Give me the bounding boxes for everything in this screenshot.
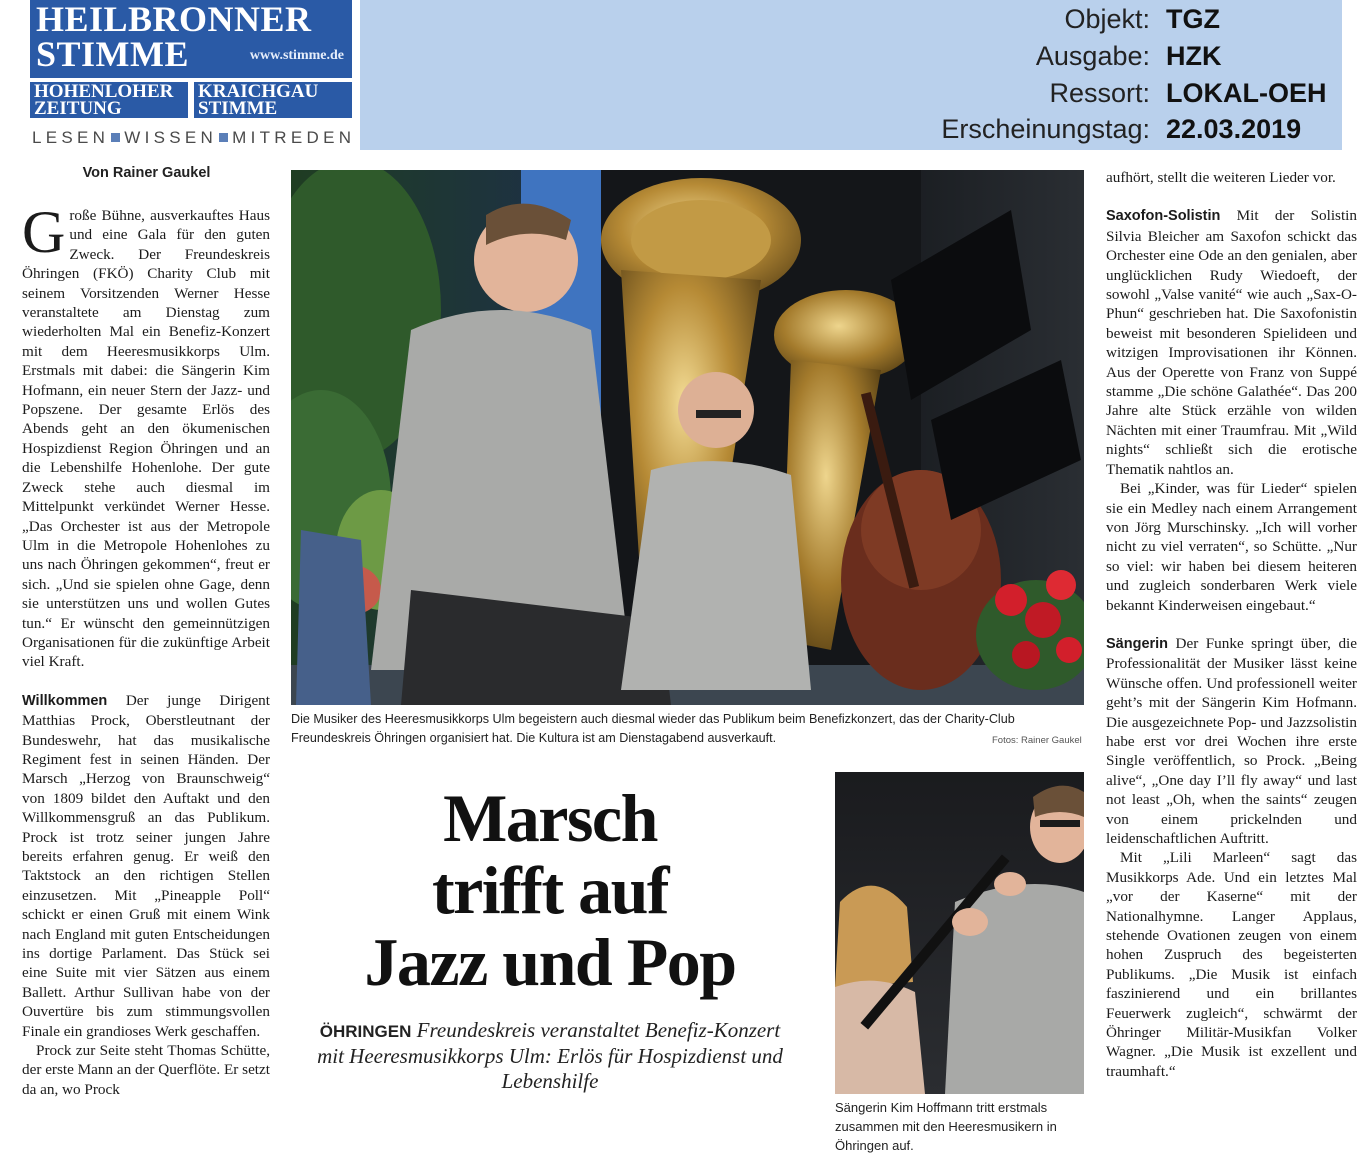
paragraph-text: Bei „Kinder, was für Lieder“ spielen sie ein Medley nach einem Arrangement von Jörg Murschinsky. „Ich will vorher nicht zu viel verraten“, so Schütte. „Nur so viel: wir haben bei diesem heiteren und zugleich sonderbaren Werk viele bekannt Kinderweisen eingebaut.“ — [1106, 480, 1357, 614]
masthead-sub-kraichgau — [194, 82, 352, 118]
meta-value: LOKAL-OEH — [1166, 78, 1327, 108]
photo-singer — [835, 772, 1084, 1094]
meta-row-ressort — [360, 75, 1342, 111]
paragraph-willkommen — [22, 691, 270, 1041]
paragraph-text: Mit „Lili Marleen“ sagt das Musikkorps Ade. Und ein letztes Mal „vor der Kaserne“ mit der Nationalhymne. Langer Applaus, stehende Ovationen zeugen von einem hohen Zuspruch des begeisterten Publikums. „Die Musik ist einfach faszinierend und ein brillantes Feuerwerk zugleich“, schwärmt der Öhringer Militär-Musikfan Volker Wagner. „Die Musik ist exzellent und traumhaft.“ — [1106, 849, 1357, 1080]
masthead-sub2-line1: KRAICHGAU — [198, 81, 319, 102]
photo-small-caption: Sängerin Kim Hoffmann tritt erstmals zusammen mit den Heeresmusikern in Öhringen auf. — [835, 1100, 1057, 1153]
byline: Von Rainer Gaukel — [82, 165, 211, 181]
photo-orchestra — [291, 170, 1084, 705]
paragraph-text: Der junge Dirigent Matthias Prock, Oberstleutnant der Bundeswehr, hat das musikalische Regiment fest in seinen Händen. Der Marsch „Herzog von Braunschweig“ von 1809 bildet den Auftakt und den Willkommensgruß an das Publikum. Prock ist trotz seiner jungen Jahre bereits erfahren genug. Er weiß den Taktstock an den richtigen Stellen einzusetzen. Mit „Pineapple Poll“ schickt er einen Gruß mit einem Wink nach England mit guten Entscheidungen ins dortige Parlament. Das Stück sei eine Suite mit vier Sätzen aus einem Ballett. Arthur Sullivan habe von der Ouvertüre bis zum stimmungsvollen Finale ein grandioses Werk geschaffen. — [22, 691, 270, 1040]
masthead-sub1-line1: HOHENLOHER — [34, 81, 174, 102]
meta-label: Objekt: — [1064, 4, 1150, 34]
paragraph-saxofon — [1106, 206, 1357, 479]
subhead-text: Freundeskreis veranstaltet Benefiz-Konzert mit Heeresmusikkorps Ulm: Erlös für Hospizdienst und Lebenshilfe — [317, 1018, 783, 1093]
article-column-1 — [22, 206, 270, 1156]
paragraph-text: Der Funke springt über, die Professionalität der Musiker lässt keine Wünsche offen. Und professionell weiter geht’s mit der Sängerin Kim Hofmann. Die ausgezeichnete Pop- und Jazzsolistin habe erst vor drei Wochen ihre erste Single veröffentlich, so Prock. „Being alive“, „One day I’ll fly away“ und last not least „Oh, when the saints“ zeugen von einem prickelnden und leidenschaftlichen Auftritt. — [1106, 634, 1357, 847]
meta-value: HZK — [1166, 41, 1222, 71]
masthead-title-box — [30, 0, 352, 78]
orchestra-photo-image — [291, 170, 1084, 705]
meta-row-erscheinungstag — [360, 111, 1342, 147]
slogan-word: LESEN — [32, 128, 110, 147]
meta-row-ausgabe — [360, 38, 1342, 74]
masthead-sub-hohenloher — [30, 82, 188, 118]
meta-value: 22.03.2019 — [1166, 114, 1302, 144]
section-keyword: Sängerin — [1106, 635, 1169, 652]
singer-photo-image — [835, 772, 1084, 1094]
subhead-location: ÖHRINGEN — [319, 1022, 412, 1041]
slogan-word: WISSEN — [124, 128, 218, 147]
square-bullet-icon — [219, 133, 228, 142]
drop-cap: G — [22, 206, 66, 265]
masthead-url: www.stimme.de — [249, 48, 344, 63]
slogan-word: MITREDEN — [232, 128, 356, 147]
section-keyword: Saxofon-Solistin — [1106, 208, 1221, 225]
masthead-title-line2: STIMME — [36, 34, 190, 74]
meta-label: Ressort: — [1049, 78, 1150, 108]
article-headline — [300, 782, 800, 998]
paragraph-text: Prock zur Seite steht Thomas Schütte, der erste Mann an der Querflöte. Er setzt da an, wo Prock — [22, 1042, 270, 1098]
section-keyword: Willkommen — [22, 692, 108, 709]
paragraph-saengerin — [1106, 634, 1357, 848]
masthead-sub1-line2: ZEITUNG — [34, 98, 122, 119]
photo-main-caption: Die Musiker des Heeresmusikkorps Ulm begeistern auch diesmal wieder das Publikum beim Benefizkonzert, das der Charity-Club Freundeskreis Öhringen organisiert hat. Die Kultura ist am Dienstagabend ausverkauft. — [291, 712, 1015, 745]
article-column-3 — [1106, 168, 1357, 1156]
masthead-title-line1: HEILBRONNER — [36, 0, 312, 39]
paragraph-intro — [22, 206, 270, 672]
meta-label: Ausgabe: — [1035, 41, 1150, 71]
paragraph-text: aufhört, stellt die weiteren Lieder vor. — [1106, 169, 1336, 186]
headline-line: trifft auf — [431, 852, 669, 928]
meta-label: Erscheinungstag: — [941, 114, 1150, 144]
paragraph-text: roße Bühne, ausverkauftes Haus und eine Gala für den guten Zweck. Der Freundeskreis Öhringen (FKÖ) Charity Club mit seinem Vorsitzenden Werner Hesse veranstaltete am Dienstag zum wiederholten Mal ein Benefiz-Konzert mit dem Heeresmusikkorps Ulm. Erstmals mit dabei: die Sängerin Kim Hofmann, ein neuer Stern der Jazz- und Popszene. Der gesamte Erlös des Abends geht an den ökumenischen Hospizdienst Region Öhringen und an die Lebenshilfe Hohenlohe. Der gute Zweck stehe auch diesmal im Mittelpunkt verkündet Werner Hesse. „Das Orchester ist aus der Metropole Ulm in die Metropole Hohenlohes zu uns nach Öhringen gekommen“, freut er sich. „Und sie spielen ohne Gage, denn sie unterstützen uns und wollen Gutes tun.“ Er wünscht den gemeinnützigen Organisationen für die zukünftige Arbeit viel Kraft. — [22, 207, 270, 671]
article-subhead — [310, 1018, 790, 1094]
meta-row-objekt — [360, 1, 1342, 37]
photo-credit: Fotos: Rainer Gaukel — [992, 735, 1082, 746]
masthead-logo — [30, 0, 356, 150]
headline-line: Marsch — [443, 780, 657, 856]
masthead-sub2-line2: STIMME — [198, 98, 278, 119]
masthead-slogan — [32, 128, 355, 148]
headline-line: Jazz und Pop — [364, 924, 736, 1000]
square-bullet-icon — [111, 133, 120, 142]
paragraph-text: Mit der Solistin Silvia Bleicher am Saxofon schickt das Orchester eine Ode an den genialen, aber unglücklichen Rudy Wiedoeft, der sowohl „Valse vanité“ wie auch „Sax-O-Phun“ geschrieben hat. Die Saxofonistin beweist mit besonderen Spielideen und witzigen Improvisationen ihr Können. Aus der Operette von Franz von Suppé stamme „Die schöne Galathée“. Das 200 Jahre alte Stück erzähle von wilden Nächten mit einer Traumfrau. Mit „Wild nights“ schließt sich die erotische Thematik nahtlos an. — [1106, 207, 1357, 478]
meta-value: TGZ — [1166, 4, 1220, 34]
publication-meta-box — [360, 0, 1342, 150]
